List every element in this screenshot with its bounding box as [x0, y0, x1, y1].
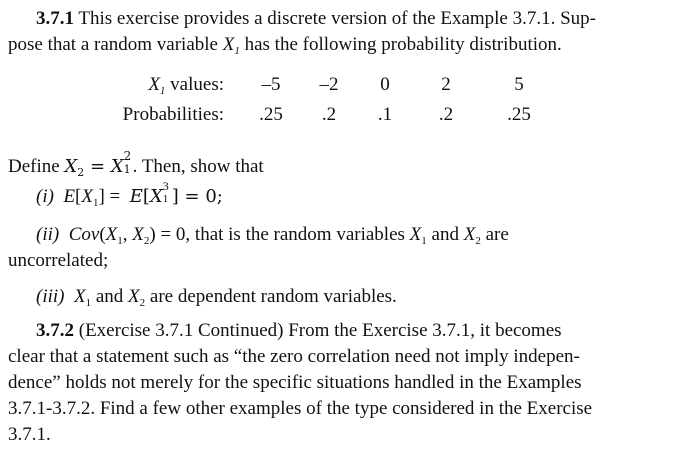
item-marker: (i) — [36, 186, 54, 207]
value-cell: –5 — [261, 74, 281, 95]
item-i: (i) $E[X_1] = E[X$ 3 1 ] = 0; — [36, 179, 223, 209]
probability-cell: .25 — [507, 104, 531, 125]
value-cell: 5 — [514, 74, 524, 95]
definition-line: Define $X_2 = X$ 2 1 . Then, show that — [8, 149, 264, 179]
probabilities-row-label: Probabilities: — [122, 104, 224, 125]
definition-formula: $X_2 = X$ 2 1 — [64, 149, 132, 179]
probability-cell: .1 — [377, 104, 393, 125]
probability-cell: .2 — [438, 104, 454, 125]
exercise-number: 3.7.1 — [36, 8, 74, 29]
item-ii: (ii) $Cov(X_1$, $X_2) = 0$, that is the random variables $X_1$ and $X_2$ are — [36, 224, 509, 247]
item-ii-continued: uncorrelated; — [8, 250, 109, 271]
probability-cell: .2 — [321, 104, 337, 125]
exercise-3-7-2-line3: dence” holds not merely for the specific situations handled in the Examples — [8, 372, 582, 393]
variable-x1: $X_1$ — [222, 34, 240, 57]
probability-distribution-table — [0, 72, 681, 128]
value-cell: 0 — [380, 74, 390, 95]
exercise-3-7-1-line1: 3.7.1 This exercise provides a discrete version of the Example 3.7.1. Sup- — [36, 8, 597, 29]
exercise-3-7-2-line1: 3.7.2 (Exercise 3.7.1 Continued) From the Exercise 3.7.1, it becomes — [36, 320, 562, 341]
value-cell: 2 — [441, 74, 451, 95]
probability-cell: .25 — [259, 104, 283, 125]
exercise-3-7-2-line2: clear that a statement such as “the zero correlation need not imply indepen- — [8, 346, 580, 367]
exercise-3-7-1-line2: pose that a random variable $X_1$ has the following probability distribution. — [8, 34, 562, 57]
values-row-label: $X_1$ values: — [148, 74, 224, 97]
exercise-3-7-2-line5: 3.7.1. — [8, 424, 51, 445]
item-iii: (iii) $X_1$ and $X_2$ are dependent random variables. — [36, 286, 397, 309]
exercise-3-7-2-line4: 3.7.1-3.7.2. Find a few other examples of the type considered in the Exercise — [8, 398, 593, 419]
exercise-number: 3.7.2 — [36, 320, 74, 341]
value-cell: –2 — [319, 74, 339, 95]
